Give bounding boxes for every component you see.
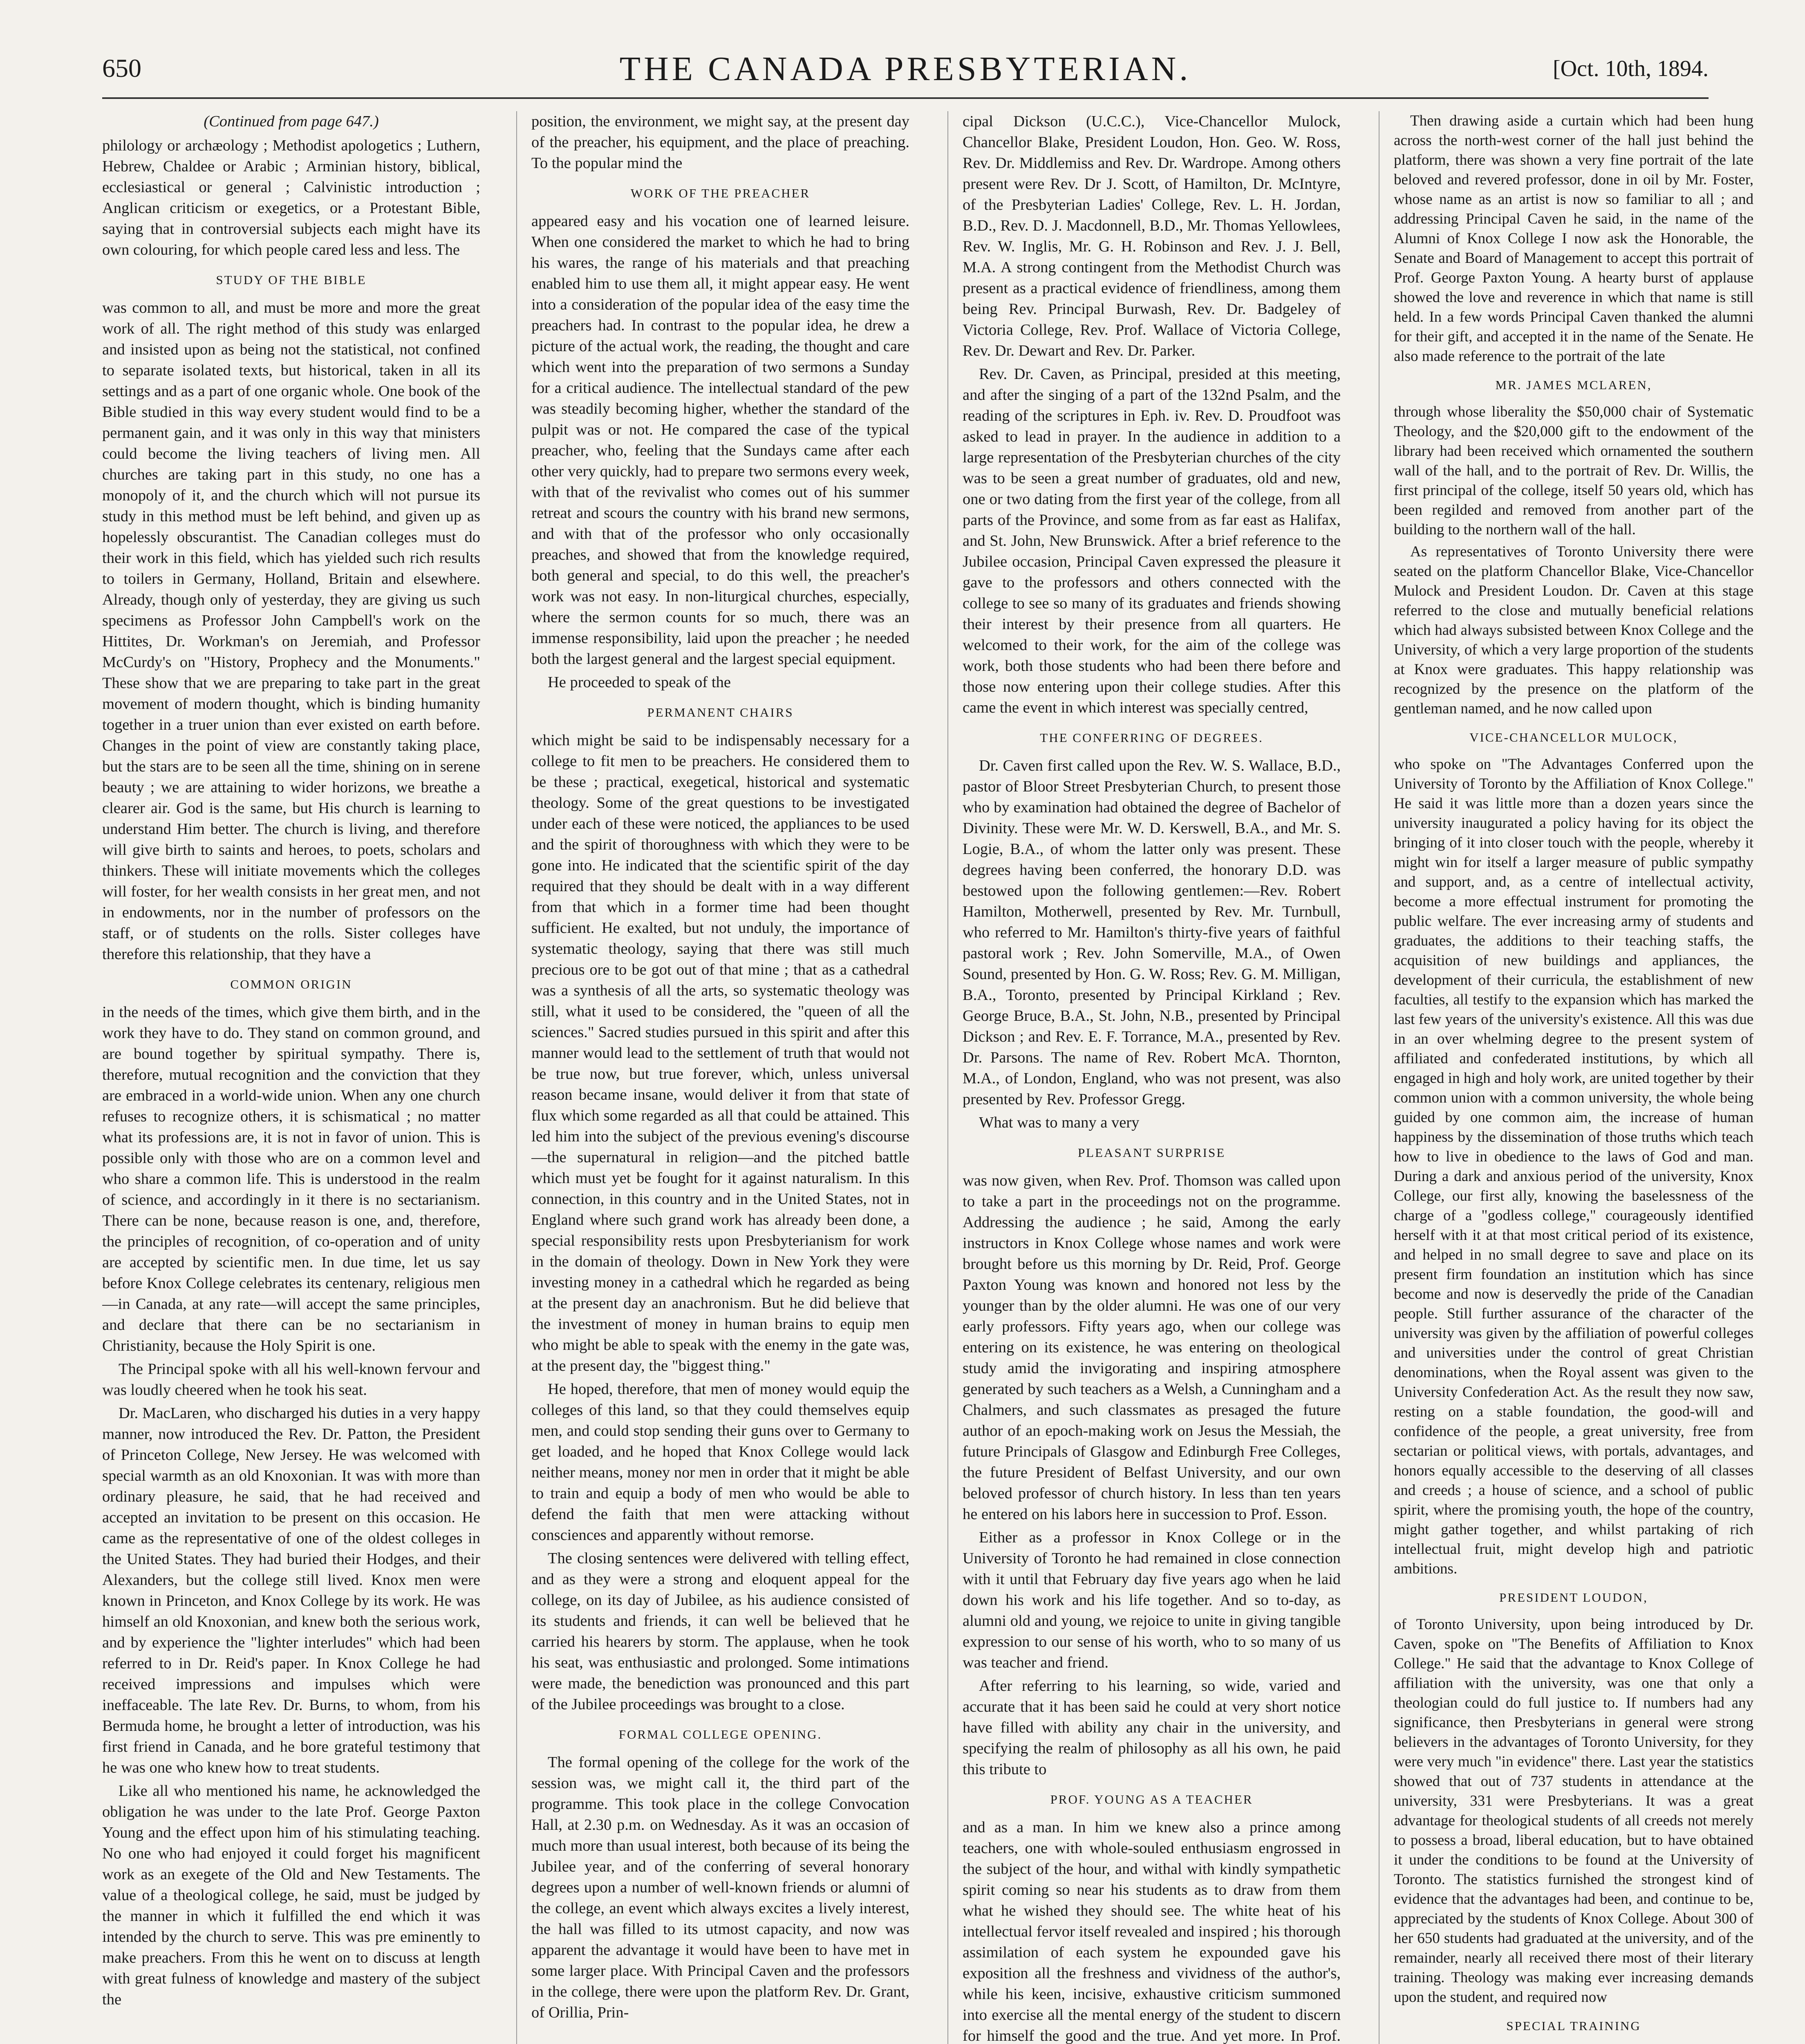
paragraph: He proceeded to speak of the	[548, 674, 731, 691]
section-heading: STUDY OF THE BIBLE	[216, 273, 367, 287]
section-heading: PLEASANT SURPRISE	[1077, 1145, 1226, 1160]
section-heading: FORMAL COLLEGE OPENING.	[618, 1727, 822, 1741]
paragraph: Rev. Dr. Caven, as Principal, presided at this meeting, and after the singing of a part of the 132nd Psalm, and the reading of the scriptures in Eph. iv. Rev. D. Proudfoot was asked to lead in prayer. In the audience in addition to a large representation of the Presbyterian churches of the city was to be seen a great number of graduates, old and new, one or two dating from the first year of the college, from all parts of the Province, and some from as far east as Halifax, and St. John, New Brunswick. After a brief reference to the Jubilee occasion, Principal Caven expressed the pleasure it gave to the professors and others connected with the college to see so many of its graduates and friends showing their interest by their presence from all quarters. He welcomed to their work, for the aim of the college was work, both those students who had been there before and those now entering upon their college studies. After this came the event in which interest was specially centred,	[963, 365, 1341, 716]
paragraph: who spoke on "The Advantages Conferred upon the University of Toronto by the Affiliation of Knox College." He said it was little more than a dozen years since the university inaugurated a policy having for its object the bringing of it into closer touch with the people, whereby it might win for itself a larger measure of public sympathy and support, and, as a centre of intellectual activity, become a more effectual instrument for promoting the public welfare. The ever increasing army of students and graduates, the additions to their teaching staffs, the acquisition of new buildings and appliances, the development of their curricula, the establishment of new faculties, all testify to the expansion which has marked the last few years of the university's existence. All this was due in an over whelming degree to the present system of affiliated and confederated institutions, by which all engaged in high and holy work, are united together by their common union with a common university, the whole being guided by one common aim, the increase of human happiness by the dissemination of those truths which teach how to live in obedience to the laws of God and man. During a dark and anxious period of the university, Knox College, our first ally, knowing the baselessness of the charge of a "godless college," courageously identified herself with it at that most critical period of its existence, and helped in no small degree to save and place on its present firm foundation an institution which has since become and now is deservedly the pride of the Canadian people. Still further assurance of the character of the university was given by the affiliation of powerful colleges and universities under the control of great Christian denominations, when the Royal assent was given to the University Confederation Act. As the result they now saw, resting on a stable foundation, the good-will and confidence of the people, a great university, free from sectarian or political views, with portals, advantages, and honors equally accessible to the deserving of all classes and creeds ; a house of science, and a school of public spirit, where the promising youth, the hope of the country, might gather together, and whilst partaking of rich intellectual fruit, might develop high and patriotic ambitions.	[1394, 756, 1753, 1577]
section-heading: THE CONFERRING OF DEGREES.	[1040, 731, 1263, 745]
paragraph: As representatives of Toronto University there were seated on the platform Chancellor Blake, Vice-Chancellor Mulock and President Loudon. Dr. Caven at this stage referred to the close and mutually beneficial relations which had always subsisted between Knox College and the University, of which a very large proportion of the students at Knox were graduates. This happy relationship was recognized by the presence on the platform of the gentleman named, and he now called upon	[1394, 543, 1753, 717]
section-heading: PERMANENT CHAIRS	[647, 705, 794, 719]
paragraph: After referring to his learning, so wide, varied and accurate that it has been said he could at very short notice have filled with ability any chair in the university, and specifying the realm of philosophy as all his own, he paid this tribute to	[963, 1677, 1341, 1778]
paragraph: What was to many a very	[979, 1114, 1140, 1131]
paragraph: was common to all, and must be more and more the great work of all. The right method of this study was enlarged and insisted upon as being not the statistical, not confined to separate isolated texts, but historical, taken in all its settings and as a part of one organic whole. One book of the Bible studied in this way every student would find to be a permanent gain, and it was only in this way that ministers could become the living teachers of living men. All churches are taking part in this study, no one has a monopoly of it, and the church which will not pursue its study in this method must be left behind, and given up as hopelessly obscurantist. The Canadian colleges must do their work in this field, which has yielded such rich results to toilers in Germany, Holland, Britain and elsewhere. Already, though only of yesterday, they are giving us such specimens as Professor John Campbell's work on the Hittites, Dr. Workman's on Jeremiah, and Professor McCurdy's on "History, Prophecy and the Monuments." These show that we are preparing to take part in the great movement of modern thought, which is binding humanity together in a truer union than ever existed on earth before. Changes in the point of view are constantly taking place, but the stars are to be seen all the time, shining on in serene beauty ; we are attaining to wider horizons, we breathe a clearer air. God is the same, but His church is learning to understand Him better. The church is living, and therefore will give birth to saints and heroes, to poets, scholars and thinkers. These will initiate movements which the colleges will foster, for her wealth consists in her great men, and not in endowments, nor in the number of professors on the staff, or of students on the rolls. Sister colleges have therefore this relationship, that they have a	[102, 299, 480, 963]
paragraph: philology or archæology ; Methodist apologetics ; Luthern, Hebrew, Chaldee or Arabic ; Arminian history, biblical, ecclesiastical or general ; Calvinistic introduction ; Anglican criticism or exegetics, or a Protestant Bible, saying that in controversial subjects each might have its own colouring, for which people cared less and less. The	[102, 137, 480, 258]
column-divider	[516, 111, 517, 2044]
paper-title: THE CANADA PRESBYTERIAN.	[619, 50, 1191, 88]
masthead	[102, 45, 1709, 90]
paragraph: appeared easy and his vocation one of learned leisure. When one considered the market to which he had to bring his wares, the range of his materials and that preaching enabled him to use them all, it might appear easy. He went into a consideration of the popular idea of the easy time the preachers had. In contrast to the popular idea, he drew a picture of the actual work, the reading, the thought and care which went into the preparation of two sermons a Sunday for a critical audience. The intellectual standard of the pew was steadily becoming higher, whether the standard of the pulpit was or not. He compared the case of the typical preacher, who, feeling that the Sundays came after each other very quickly, had to prepare two sermons every week, with that of the revivalist who comes out of his summer retreat and scours the country with his brand new sermons, and with that of the professor who only occasionally preaches, and showed that from the knowledge required, both general and special, to do this well, the preacher's work was not easy. In non-liturgical churches, especially, where the sermon counts for so much, there was an immense responsibility, laid upon the preacher ; he needed both the largest general and the largest special equipment.	[531, 213, 909, 668]
section-heading: SPECIAL TRAINING	[1506, 2019, 1641, 2033]
paragraph: which might be said to be indispensably necessary for a college to fit men to be preachers. He considered them to be these ; practical, exegetical, historical and systematic theology. Some of the great questions to be investigated under each of these were noticed, the appliances to be used and the spirit of thoroughness with which they were to be gone into. He indicated that the scientific spirit of the day required that they should be dealt with in a way different from that which in a former time had been thought sufficient. He exalted, but not unduly, the importance of systematic theology, saying that there was still much precious ore to be got out of that mine ; that as a cathedral was a synthesis of all the arts, so systematic theology was still, what it used to be considered, the "queen of all the sciences." Sacred studies pursued in this spirit and after this manner would lead to the settlement of truth that would not be true now, but true forever, which, unless universal reason became insane, would deliver it from that state of flux which some regarded as all that could be attained. This led him into the subject of the previous evening's discourse—the supernatural in religion—and the pitched battle which must yet be fought for it against naturalism. In this connection, in this country and in the United States, not in England where such grand work has already been done, a special responsibility rests upon Presbyterianism for work in the domain of theology. Down in New York they were investing money in a cathedral which he regarded as being at the present day an anachronism. But he did believe that the investment of money in human brains to equip men who might be able to speak with the enemy in the gate was, at the present day, the "biggest thing."	[531, 732, 909, 1374]
paragraph: The closing sentences were delivered with telling effect, and as they were a strong and eloquent appeal for the college, on its day of Jubilee, as his audience consisted of its students and friends, it can well be believed that he carried his hearers by storm. The applause, when he took his seat, was enthusiastic and prolonged. Some intimations were made, the benediction was pronounced and this part of the Jubilee proceedings was brought to a close.	[531, 1550, 909, 1713]
section-heading: PRESIDENT LOUDON,	[1499, 1590, 1648, 1605]
article-column-1	[102, 111, 480, 2044]
article-column-2	[531, 111, 909, 2044]
section-heading: PROF. YOUNG AS A TEACHER	[1050, 1792, 1253, 1806]
paragraph: cipal Dickson (U.C.C.), Vice-Chancellor Mulock, Chancellor Blake, President Loudon, Hon. Geo. W. Ross, Rev. Dr. Middlemiss and Rev. Dr. Wardrope. Among others present were Rev. Dr J. Scott, of Hamilton, Dr. McIntyre, of the Presbyterian Ladies' College, Rev. L. H. Jordan, B.D., Rev. D. J. Macdonnell, B.D., Mr. Thomas Yellowlees, Rev. W. Inglis, Mr. G. H. Robinson and Rev. J. J. Bell, M.A. A strong contingent from the Methodist Church was present as a practical evidence of friendliness, among them being Rev. Principal Burwash, Rev. Dr. Badgeley of Victoria College, Rev. Prof. Wallace of Victoria College, Rev. Dr. Dewart and Rev. Dr. Parker.	[963, 113, 1341, 359]
issue-date: [Oct. 10th, 1894.	[1552, 56, 1709, 81]
paragraph: He hoped, therefore, that men of money would equip the colleges of this land, so that they could themselves equip men, and could stop sending their guns over to Germany to get loaded, and he hoped that Knox College would lack neither means, money nor men in order that it might be able to train and equip a body of men who would be able to defend the faith that men were attacking without consciences and apparently without remorse.	[531, 1381, 909, 1544]
paragraph: Like all who mentioned his name, he acknowledged the obligation he was under to the late Prof. George Paxton Young and the effect upon him of his stimulating teaching. No one who had enjoyed it could forget his magnificent work as an exegete of the Old and New Testaments. The value of a theological college, he said, must be judged by the manner in which it fulfilled the end which it was intended by the church to serve. This was pre eminently to make preachers. From this he went on to discuss at length with great fulness of knowledge and mastery of the subject the	[102, 1782, 480, 2008]
paragraph: of Toronto University, upon being introduced by Dr. Caven, spoke on "The Benefits of Affiliation to Knox College." He said that the advantage to Knox College of affiliation with the university, was one that only a theologian could do full justice to. If numbers had any significance, then Presbyterians in general were strong believers in the advantages of Toronto University, for they were very much "in evidence" there. Last year the statistics showed that out of 737 students in attendance at the university, 331 were Presbyterians. It was a great advantage for theological students of all creeds not merely to possess a broad, liberal education, but to have obtained it under the conditions to be found at the University of Toronto. The statistics furnished the strongest kind of evidence that the advantages had been, and continue to be, appreciated by the students of Knox College. About 300 of her 650 students had graduated at the university, and of the remainder, nearly all received there most of their literary training. Theology was making ever increasing demands upon the student, and required now	[1394, 1616, 1753, 2006]
section-heading: COMMON ORIGIN	[230, 977, 352, 991]
paragraph: Dr. Caven first called upon the Rev. W. S. Wallace, B.D., pastor of Bloor Street Presbyterian Church, to present those who by examination had obtained the degree of Bachelor of Divinity. These were Mr. W. D. Kerswell, B.A., and Mr. S. Logie, B.A., of whom the latter only was present. These degrees having been conferred, the honorary D.D. was bestowed upon the following gentlemen:—Rev. Robert Hamilton, Motherwell, presented by Rev. Mr. Turnbull, who referred to Mr. Hamilton's thirty-five years of faithful pastoral work ; Rev. John Somerville, M.A., of Owen Sound, presented by Hon. G. W. Ross; Rev. G. M. Milligan, B.A., Toronto, presented by Principal Kirkland ; Rev. George Bruce, B.A., St. John, N.B., presented by Principal Dickson ; and Rev. E. F. Torrance, M.A., presented by Rev. Dr. Parsons. The name of Rev. Robert McA. Thornton, M.A., of London, England, who was not present, was also presented by Rev. Professor Gregg.	[963, 757, 1341, 1108]
article-column-3	[963, 111, 1341, 2044]
paragraph: Either as a professor in Knox College or in the University of Toronto he had remained in close connection with it until that February day five years ago when he laid down his work and his life together. And so to-day, as alumni old and young, we rejoice to unite in giving tangible expression to our sense of his worth, who to so many of us was teacher and friend.	[963, 1529, 1341, 1671]
section-heading: MR. JAMES MCLAREN,	[1495, 378, 1652, 392]
paragraph: was now given, when Rev. Prof. Thomson was called upon to take a part in the proceedings not on the programme. Addressing the audience ; he said, Among the early instructors in Knox College whose names and work were brought before us this morning by Dr. Reid, Prof. George Paxton Young was known and honored not less by the younger than by the older alumni. He was one of our very early professors. Fifty years ago, when our college was entering on its existence, he was entering on theological study amid the invigorating and inspiring atmosphere generated by such teachers as a Welsh, a Cunningham and a Chalmers, and such classmates as presaged the future author of an epoch-making work on Jesus the Messiah, the future Principals of Glasgow and Edinburgh Free Colleges, the future President of Belfast University, and our own beloved professor of church history. In less than ten years he entered on his labors here in succession to Prof. Esson.	[963, 1172, 1341, 1523]
article-column-4	[1394, 111, 1753, 2044]
page-number: 650	[102, 54, 141, 83]
paragraph: in the needs of the times, which give them birth, and in the work they have to do. They stand on common ground, and are bound together by spiritual sympathy. There is, therefore, mutual recognition and the conviction that they are embraced in a world-wide union. When any one church refuses to recognize others, it is schismatical ; no matter what its professions are, it is not in favor of union. This is possible only with those who are on a common level and who share a common life. This is understood in the realm of science, and accordingly in it there is no sectarianism. There can be none, because reason is one, and, therefore, the principles of recognition, of co-operation and of unity are accepted by scientific men. In due time, let us say before Knox College celebrates its centenary, religious men—in Canada, at any rate—will accept the same principles, and declare that there can be no sectarianism in Christianity, because the Holy Spirit is one.	[102, 1004, 480, 1354]
continuation-note: (Continued from page 647.)	[204, 113, 379, 130]
paragraph: and as a man. In him we knew also a prince among teachers, one with whole-souled enthusiasm engrossed in the subject of the hour, and withal with kindly sympathetic spirit coming so near his students as to draw from them what he wished they should see. The white heat of his intellectual fervor itself revealed and inspired ; his thorough assimilation of each system he expounded gave his exposition all the freshness and vividness of the author's, while his keen, incisive, exhaustive criticism summoned into exercise all the mental energy of the student to discern for himself the good and the true. And yet more. In Prof.	[963, 1819, 1341, 2044]
section-heading: WORK OF THE PREACHER	[630, 186, 811, 200]
paragraph: position, the environment, we might say, at the present day of the preacher, his equipment, and the place of preaching. To the popular mind the	[531, 113, 909, 172]
paragraph: through whose liberality the $50,000 chair of Systematic Theology, and the $20,000 gift to the endowment of the library had been received which ornamented the southern wall of the hall, and to the portrait of Rev. Dr. Willis, the first principal of the college, itself 50 years old, which has been regilded and removed from another part of the building to the northern wall of the hall.	[1394, 403, 1753, 538]
column-divider	[947, 111, 948, 2044]
paragraph: The formal opening of the college for the work of the session was, we might call it, the third part of the programme. This took place in the college Convocation Hall, at 2.30 p.m. on Wednesday. As it was an occasion of much more than usual interest, both because of its being the Jubilee year, and of the conferring of several honorary degrees upon a number of well-known friends or alumni of the college, an event which always excites a lively interest, the hall was filled to its utmost capacity, and now was apparent the advantage it would have been to have met in some larger place. With Principal Caven and the professors in the college, there were upon the platform Rev. Dr. Grant, of Orillia, Prin-	[531, 1754, 909, 2021]
paragraph: The Principal spoke with all his well-known fervour and was loudly cheered when he took his seat.	[102, 1360, 480, 1399]
paragraph: Dr. MacLaren, who discharged his duties in a very happy manner, now introduced the Rev. Dr. Patton, the President of Princeton College, New Jersey. He was welcomed with special warmth as an old Knoxonian. It was with more than ordinary pleasure, he said, that he had received and accepted an invitation to be present on this occasion. He came as the representative of one of the oldest colleges in the United States. They had buried their Hodges, and their Alexanders, but the college still lived. Knox men were known in Princeton, and Knox College by its work. He was himself an old Knoxonian, and knew both the serious work, and by experience the "lighter interludes" which had been referred to in Dr. Reid's paper. In Knox College he had received impressions and impulses which were ineffaceable. The late Rev. Dr. Burns, to whom, from his Bermuda home, he brought a letter of introduction, was his first friend in Canada, and he bore grateful testimony that he was one who knew how to treat students.	[102, 1405, 480, 1776]
section-heading: VICE-CHANCELLOR MULOCK,	[1469, 730, 1678, 744]
column-divider	[1379, 111, 1380, 2044]
paragraph: Then drawing aside a curtain which had been hung across the north-west corner of the hall just behind the platform, there was shown a very fine portrait of the late beloved and revered professor, done in oil by Mr. Foster, whose name as an artist is now so familiar to all ; and addressing Principal Caven he said, in the name of the Alumni of Knox College I now ask the Honorable, the Senate and Board of Management to accept this portrait of Prof. George Paxton Young. A hearty burst of applause showed the love and reverence in which that name is still held. In a few words Principal Caven thanked the alumni for their gift, and accepted it in the name of the Senate. He also made reference to the portrait of the late	[1394, 112, 1753, 365]
header-rule	[102, 97, 1709, 99]
